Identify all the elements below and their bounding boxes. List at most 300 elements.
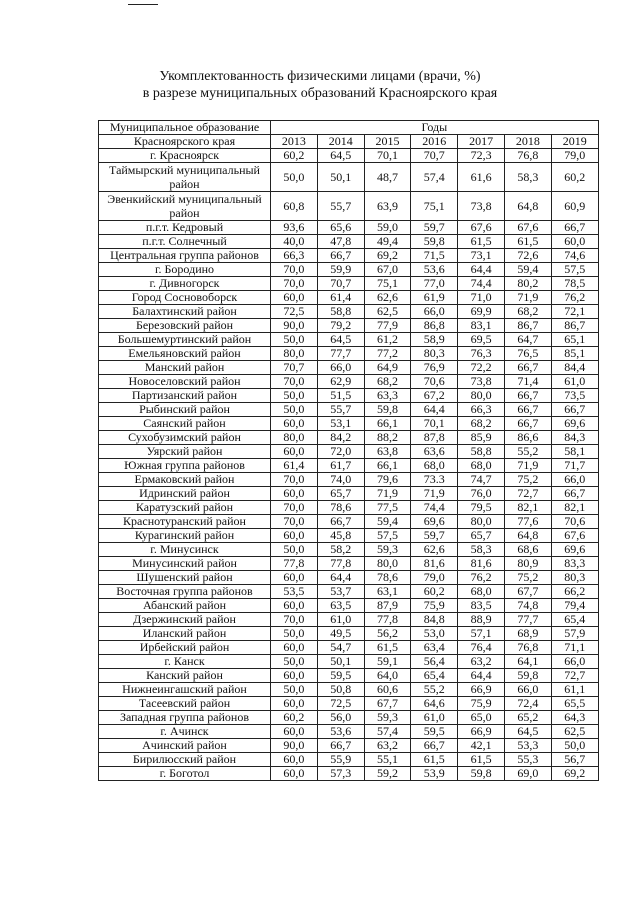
value-cell: 64,5	[317, 149, 364, 163]
value-cell: 76,5	[504, 347, 551, 361]
header-years: Годы	[271, 121, 599, 135]
header-year: 2014	[317, 135, 364, 149]
value-cell: 57,9	[551, 627, 598, 641]
value-cell: 50,0	[551, 739, 598, 753]
value-cell: 60,0	[271, 767, 318, 781]
value-cell: 70,0	[271, 263, 318, 277]
value-cell: 75,1	[364, 277, 411, 291]
value-cell: 59,3	[364, 711, 411, 725]
value-cell: 50,0	[271, 655, 318, 669]
value-cell: 59,4	[504, 263, 551, 277]
value-cell: 77,8	[364, 613, 411, 627]
top-rule	[128, 4, 158, 5]
value-cell: 60,0	[271, 487, 318, 501]
value-cell: 74,6	[551, 249, 598, 263]
header-year: 2017	[458, 135, 505, 149]
value-cell: 55,7	[317, 192, 364, 221]
value-cell: 58,2	[317, 543, 364, 557]
value-cell: 64,1	[504, 655, 551, 669]
value-cell: 50,1	[317, 163, 364, 192]
table-row	[99, 585, 599, 599]
value-cell: 72,2	[458, 361, 505, 375]
value-cell: 76,2	[458, 571, 505, 585]
value-cell: 59,8	[504, 669, 551, 683]
value-cell: 58,9	[411, 333, 458, 347]
value-cell: 62,5	[364, 305, 411, 319]
municipality-name: Эвенкийский муниципальный район	[99, 192, 271, 221]
value-cell: 59,0	[364, 221, 411, 235]
value-cell: 70,0	[271, 277, 318, 291]
value-cell: 68,2	[504, 305, 551, 319]
value-cell: 60,0	[271, 669, 318, 683]
value-cell: 66,7	[551, 487, 598, 501]
value-cell: 84,4	[551, 361, 598, 375]
value-cell: 69,5	[458, 333, 505, 347]
value-cell: 60,0	[271, 291, 318, 305]
value-cell: 63,2	[458, 655, 505, 669]
value-cell: 76,8	[504, 641, 551, 655]
value-cell: 59,5	[317, 669, 364, 683]
municipality-name: п.г.т. Солнечный	[99, 235, 271, 249]
value-cell: 85,1	[551, 347, 598, 361]
value-cell: 63,9	[364, 192, 411, 221]
value-cell: 55,2	[411, 683, 458, 697]
value-cell: 61,2	[364, 333, 411, 347]
value-cell: 65,6	[317, 221, 364, 235]
value-cell: 93,6	[271, 221, 318, 235]
value-cell: 76,0	[458, 487, 505, 501]
value-cell: 74,0	[317, 473, 364, 487]
value-cell: 72,0	[317, 445, 364, 459]
municipality-name: г. Боготол	[99, 767, 271, 781]
value-cell: 48,7	[364, 163, 411, 192]
value-cell: 56,7	[551, 753, 598, 767]
value-cell: 63,8	[364, 445, 411, 459]
value-cell: 79,2	[317, 319, 364, 333]
municipality-name: г. Бородино	[99, 263, 271, 277]
value-cell: 77,0	[411, 277, 458, 291]
value-cell: 61,5	[411, 753, 458, 767]
municipality-name: Бирилюсский район	[99, 753, 271, 767]
value-cell: 81,6	[458, 557, 505, 571]
municipality-name: г. Ачинск	[99, 725, 271, 739]
value-cell: 61,7	[317, 459, 364, 473]
value-cell: 72,4	[504, 697, 551, 711]
municipality-name: Шушенский район	[99, 571, 271, 585]
value-cell: 78,6	[317, 501, 364, 515]
municipality-name: Каратузский район	[99, 501, 271, 515]
value-cell: 45,8	[317, 529, 364, 543]
table-row	[99, 389, 599, 403]
value-cell: 63,3	[364, 389, 411, 403]
table-row	[99, 753, 599, 767]
table-row	[99, 347, 599, 361]
value-cell: 66,0	[317, 361, 364, 375]
header-year: 2015	[364, 135, 411, 149]
value-cell: 65,5	[551, 697, 598, 711]
table-row	[99, 163, 599, 192]
value-cell: 60,0	[271, 697, 318, 711]
value-cell: 68,0	[458, 585, 505, 599]
table-row	[99, 192, 599, 221]
value-cell: 88,9	[458, 613, 505, 627]
value-cell: 50,0	[271, 333, 318, 347]
table-row	[99, 543, 599, 557]
municipality-name: Идринский район	[99, 487, 271, 501]
value-cell: 50,0	[271, 389, 318, 403]
value-cell: 63,5	[317, 599, 364, 613]
value-cell: 87,9	[364, 599, 411, 613]
value-cell: 73,5	[551, 389, 598, 403]
value-cell: 75,9	[458, 697, 505, 711]
value-cell: 83,5	[458, 599, 505, 613]
value-cell: 60,0	[271, 417, 318, 431]
value-cell: 69,6	[411, 515, 458, 529]
value-cell: 76,9	[411, 361, 458, 375]
value-cell: 64,8	[504, 529, 551, 543]
municipality-name: Ирбейский район	[99, 641, 271, 655]
table-row	[99, 711, 599, 725]
value-cell: 61,9	[411, 291, 458, 305]
municipality-name: Иланский район	[99, 627, 271, 641]
value-cell: 50,1	[317, 655, 364, 669]
value-cell: 56,0	[317, 711, 364, 725]
value-cell: 64,7	[504, 333, 551, 347]
value-cell: 64,6	[411, 697, 458, 711]
value-cell: 72,5	[317, 697, 364, 711]
table-row	[99, 515, 599, 529]
value-cell: 79,6	[364, 473, 411, 487]
value-cell: 60,0	[271, 529, 318, 543]
value-cell: 64,4	[411, 403, 458, 417]
value-cell: 70,0	[271, 473, 318, 487]
table-row	[99, 529, 599, 543]
municipality-name: Минусинский район	[99, 557, 271, 571]
value-cell: 66,7	[317, 739, 364, 753]
value-cell: 83,1	[458, 319, 505, 333]
value-cell: 66,3	[458, 403, 505, 417]
value-cell: 64,9	[364, 361, 411, 375]
title-line-1: Укомплектованность физическими лицами (врачи, %)	[159, 69, 481, 84]
value-cell: 57,4	[411, 163, 458, 192]
value-cell: 75,1	[411, 192, 458, 221]
value-cell: 53,3	[504, 739, 551, 753]
value-cell: 56,2	[364, 627, 411, 641]
value-cell: 71,1	[551, 641, 598, 655]
value-cell: 60,0	[271, 641, 318, 655]
value-cell: 61,4	[271, 459, 318, 473]
municipality-name: Емельяновский район	[99, 347, 271, 361]
value-cell: 74,4	[458, 277, 505, 291]
table-row	[99, 263, 599, 277]
value-cell: 68,0	[411, 459, 458, 473]
value-cell: 68,2	[364, 375, 411, 389]
table-row	[99, 697, 599, 711]
value-cell: 80,3	[551, 571, 598, 585]
value-cell: 50,0	[271, 163, 318, 192]
value-cell: 72,1	[551, 305, 598, 319]
value-cell: 60,2	[411, 585, 458, 599]
value-cell: 63,6	[411, 445, 458, 459]
value-cell: 57,5	[364, 529, 411, 543]
value-cell: 58,8	[458, 445, 505, 459]
value-cell: 59,7	[411, 529, 458, 543]
value-cell: 62,6	[364, 291, 411, 305]
value-cell: 60,0	[271, 725, 318, 739]
value-cell: 71,5	[411, 249, 458, 263]
value-cell: 79,0	[551, 149, 598, 163]
value-cell: 66,7	[551, 403, 598, 417]
value-cell: 61,1	[551, 683, 598, 697]
value-cell: 66,1	[364, 459, 411, 473]
value-cell: 80,0	[458, 389, 505, 403]
value-cell: 75,2	[504, 473, 551, 487]
table-row	[99, 557, 599, 571]
value-cell: 65,2	[504, 711, 551, 725]
value-cell: 60,2	[551, 163, 598, 192]
value-cell: 57,5	[551, 263, 598, 277]
municipality-name: Таймырский муниципальный район	[99, 163, 271, 192]
value-cell: 69,2	[364, 249, 411, 263]
value-cell: 50,8	[317, 683, 364, 697]
value-cell: 49,5	[317, 627, 364, 641]
value-cell: 72,6	[504, 249, 551, 263]
table-row	[99, 571, 599, 585]
value-cell: 80,0	[458, 515, 505, 529]
value-cell: 66,0	[551, 473, 598, 487]
value-cell: 79,5	[458, 501, 505, 515]
value-cell: 55,7	[317, 403, 364, 417]
municipality-name: г. Минусинск	[99, 543, 271, 557]
value-cell: 40,0	[271, 235, 318, 249]
value-cell: 67,2	[411, 389, 458, 403]
municipality-name: г. Красноярск	[99, 149, 271, 163]
value-cell: 60,0	[271, 445, 318, 459]
value-cell: 65,7	[458, 529, 505, 543]
value-cell: 84,2	[317, 431, 364, 445]
value-cell: 76,4	[458, 641, 505, 655]
value-cell: 80,3	[411, 347, 458, 361]
value-cell: 77,7	[504, 613, 551, 627]
value-cell: 66,0	[411, 305, 458, 319]
value-cell: 53,1	[317, 417, 364, 431]
value-cell: 73,8	[458, 192, 505, 221]
value-cell: 72,7	[504, 487, 551, 501]
value-cell: 68,2	[458, 417, 505, 431]
value-cell: 77,8	[271, 557, 318, 571]
value-cell: 55,3	[504, 753, 551, 767]
value-cell: 69,6	[551, 543, 598, 557]
value-cell: 66,7	[317, 249, 364, 263]
header-year: 2018	[504, 135, 551, 149]
value-cell: 66,7	[551, 221, 598, 235]
value-cell: 55,2	[504, 445, 551, 459]
municipality-name: Курагинский район	[99, 529, 271, 543]
value-cell: 77,9	[364, 319, 411, 333]
municipality-name: Манский район	[99, 361, 271, 375]
value-cell: 68,0	[458, 459, 505, 473]
value-cell: 53,5	[271, 585, 318, 599]
value-cell: 59,8	[364, 403, 411, 417]
value-cell: 71,9	[504, 459, 551, 473]
municipality-name: Западная группа районов	[99, 711, 271, 725]
value-cell: 87,8	[411, 431, 458, 445]
value-cell: 62,6	[411, 543, 458, 557]
value-cell: 42,1	[458, 739, 505, 753]
value-cell: 64,5	[317, 333, 364, 347]
value-cell: 79,0	[411, 571, 458, 585]
value-cell: 75,9	[411, 599, 458, 613]
municipality-name: п.г.т. Кедровый	[99, 221, 271, 235]
value-cell: 74,7	[458, 473, 505, 487]
value-cell: 80,2	[504, 277, 551, 291]
table-row	[99, 431, 599, 445]
value-cell: 65,4	[551, 613, 598, 627]
value-cell: 61,0	[551, 375, 598, 389]
value-cell: 84,3	[551, 431, 598, 445]
value-cell: 66,7	[317, 515, 364, 529]
value-cell: 58,3	[458, 543, 505, 557]
value-cell: 71,7	[551, 459, 598, 473]
value-cell: 66,0	[551, 655, 598, 669]
value-cell: 67,7	[364, 697, 411, 711]
value-cell: 60,0	[271, 571, 318, 585]
value-cell: 88,2	[364, 431, 411, 445]
municipality-name: г. Дивногорск	[99, 277, 271, 291]
value-cell: 71,9	[364, 487, 411, 501]
value-cell: 59,1	[364, 655, 411, 669]
value-cell: 71,0	[458, 291, 505, 305]
table-row	[99, 683, 599, 697]
table-row	[99, 725, 599, 739]
table-row	[99, 487, 599, 501]
municipality-name: Уярский район	[99, 445, 271, 459]
value-cell: 66,7	[504, 389, 551, 403]
table-row	[99, 613, 599, 627]
table-row	[99, 417, 599, 431]
municipality-name: Нижнеингашский район	[99, 683, 271, 697]
table-row	[99, 375, 599, 389]
value-cell: 66,7	[504, 403, 551, 417]
table-row	[99, 445, 599, 459]
value-cell: 64,4	[317, 571, 364, 585]
value-cell: 53,0	[411, 627, 458, 641]
value-cell: 76,8	[504, 149, 551, 163]
header-municipality: Муниципальное образование	[99, 121, 271, 135]
value-cell: 77,7	[317, 347, 364, 361]
value-cell: 57,4	[364, 725, 411, 739]
value-cell: 71,9	[411, 487, 458, 501]
table-row	[99, 149, 599, 163]
value-cell: 90,0	[271, 739, 318, 753]
value-cell: 77,5	[364, 501, 411, 515]
value-cell: 57,1	[458, 627, 505, 641]
value-cell: 78,5	[551, 277, 598, 291]
value-cell: 70,1	[411, 417, 458, 431]
value-cell: 64,0	[364, 669, 411, 683]
value-cell: 69,6	[551, 417, 598, 431]
header-year: 2016	[411, 135, 458, 149]
table-row	[99, 333, 599, 347]
value-cell: 60,0	[271, 753, 318, 767]
value-cell: 49,4	[364, 235, 411, 249]
value-cell: 58,8	[317, 305, 364, 319]
value-cell: 70,7	[411, 149, 458, 163]
value-cell: 70,0	[271, 515, 318, 529]
value-cell: 63,4	[411, 641, 458, 655]
value-cell: 67,6	[504, 221, 551, 235]
municipality-name: г. Канск	[99, 655, 271, 669]
value-cell: 80,0	[364, 557, 411, 571]
municipality-name: Восточная группа районов	[99, 585, 271, 599]
municipality-name: Тасеевский район	[99, 697, 271, 711]
value-cell: 61,5	[504, 235, 551, 249]
value-cell: 66,9	[458, 683, 505, 697]
value-cell: 60,8	[271, 192, 318, 221]
value-cell: 76,3	[458, 347, 505, 361]
document-title	[0, 68, 640, 102]
municipality-name: Ачинский район	[99, 739, 271, 753]
value-cell: 54,7	[317, 641, 364, 655]
value-cell: 61,4	[317, 291, 364, 305]
value-cell: 70,0	[271, 501, 318, 515]
value-cell: 66,2	[551, 585, 598, 599]
municipality-name: Канский район	[99, 669, 271, 683]
value-cell: 86,8	[411, 319, 458, 333]
value-cell: 68,6	[504, 543, 551, 557]
value-cell: 59,9	[317, 263, 364, 277]
value-cell: 65,7	[317, 487, 364, 501]
value-cell: 47,8	[317, 235, 364, 249]
value-cell: 59,4	[364, 515, 411, 529]
value-cell: 59,8	[411, 235, 458, 249]
value-cell: 70,0	[271, 375, 318, 389]
value-cell: 61,6	[458, 163, 505, 192]
value-cell: 82,1	[551, 501, 598, 515]
value-cell: 65,1	[551, 333, 598, 347]
value-cell: 53,9	[411, 767, 458, 781]
value-cell: 66,3	[271, 249, 318, 263]
value-cell: 71,4	[504, 375, 551, 389]
value-cell: 80,0	[271, 347, 318, 361]
value-cell: 55,1	[364, 753, 411, 767]
value-cell: 58,3	[504, 163, 551, 192]
municipality-name: Южная группа районов	[99, 459, 271, 473]
title-line-2: в разрезе муниципальных образований Красноярского края	[142, 86, 498, 101]
value-cell: 74,4	[411, 501, 458, 515]
value-cell: 59,2	[364, 767, 411, 781]
table-row	[99, 627, 599, 641]
table-row	[99, 221, 599, 235]
municipality-name: Березовский район	[99, 319, 271, 333]
value-cell: 70,0	[271, 613, 318, 627]
value-cell: 60,0	[551, 235, 598, 249]
value-cell: 77,8	[317, 557, 364, 571]
value-cell: 70,1	[364, 149, 411, 163]
value-cell: 64,8	[504, 192, 551, 221]
value-cell: 67,6	[551, 529, 598, 543]
value-cell: 66,7	[411, 739, 458, 753]
municipality-name: Дзержинский район	[99, 613, 271, 627]
value-cell: 67,7	[504, 585, 551, 599]
table-row	[99, 305, 599, 319]
value-cell: 74,8	[504, 599, 551, 613]
value-cell: 61,5	[364, 641, 411, 655]
value-cell: 69,2	[551, 767, 598, 781]
value-cell: 50,0	[271, 543, 318, 557]
value-cell: 58,1	[551, 445, 598, 459]
value-cell: 85,9	[458, 431, 505, 445]
